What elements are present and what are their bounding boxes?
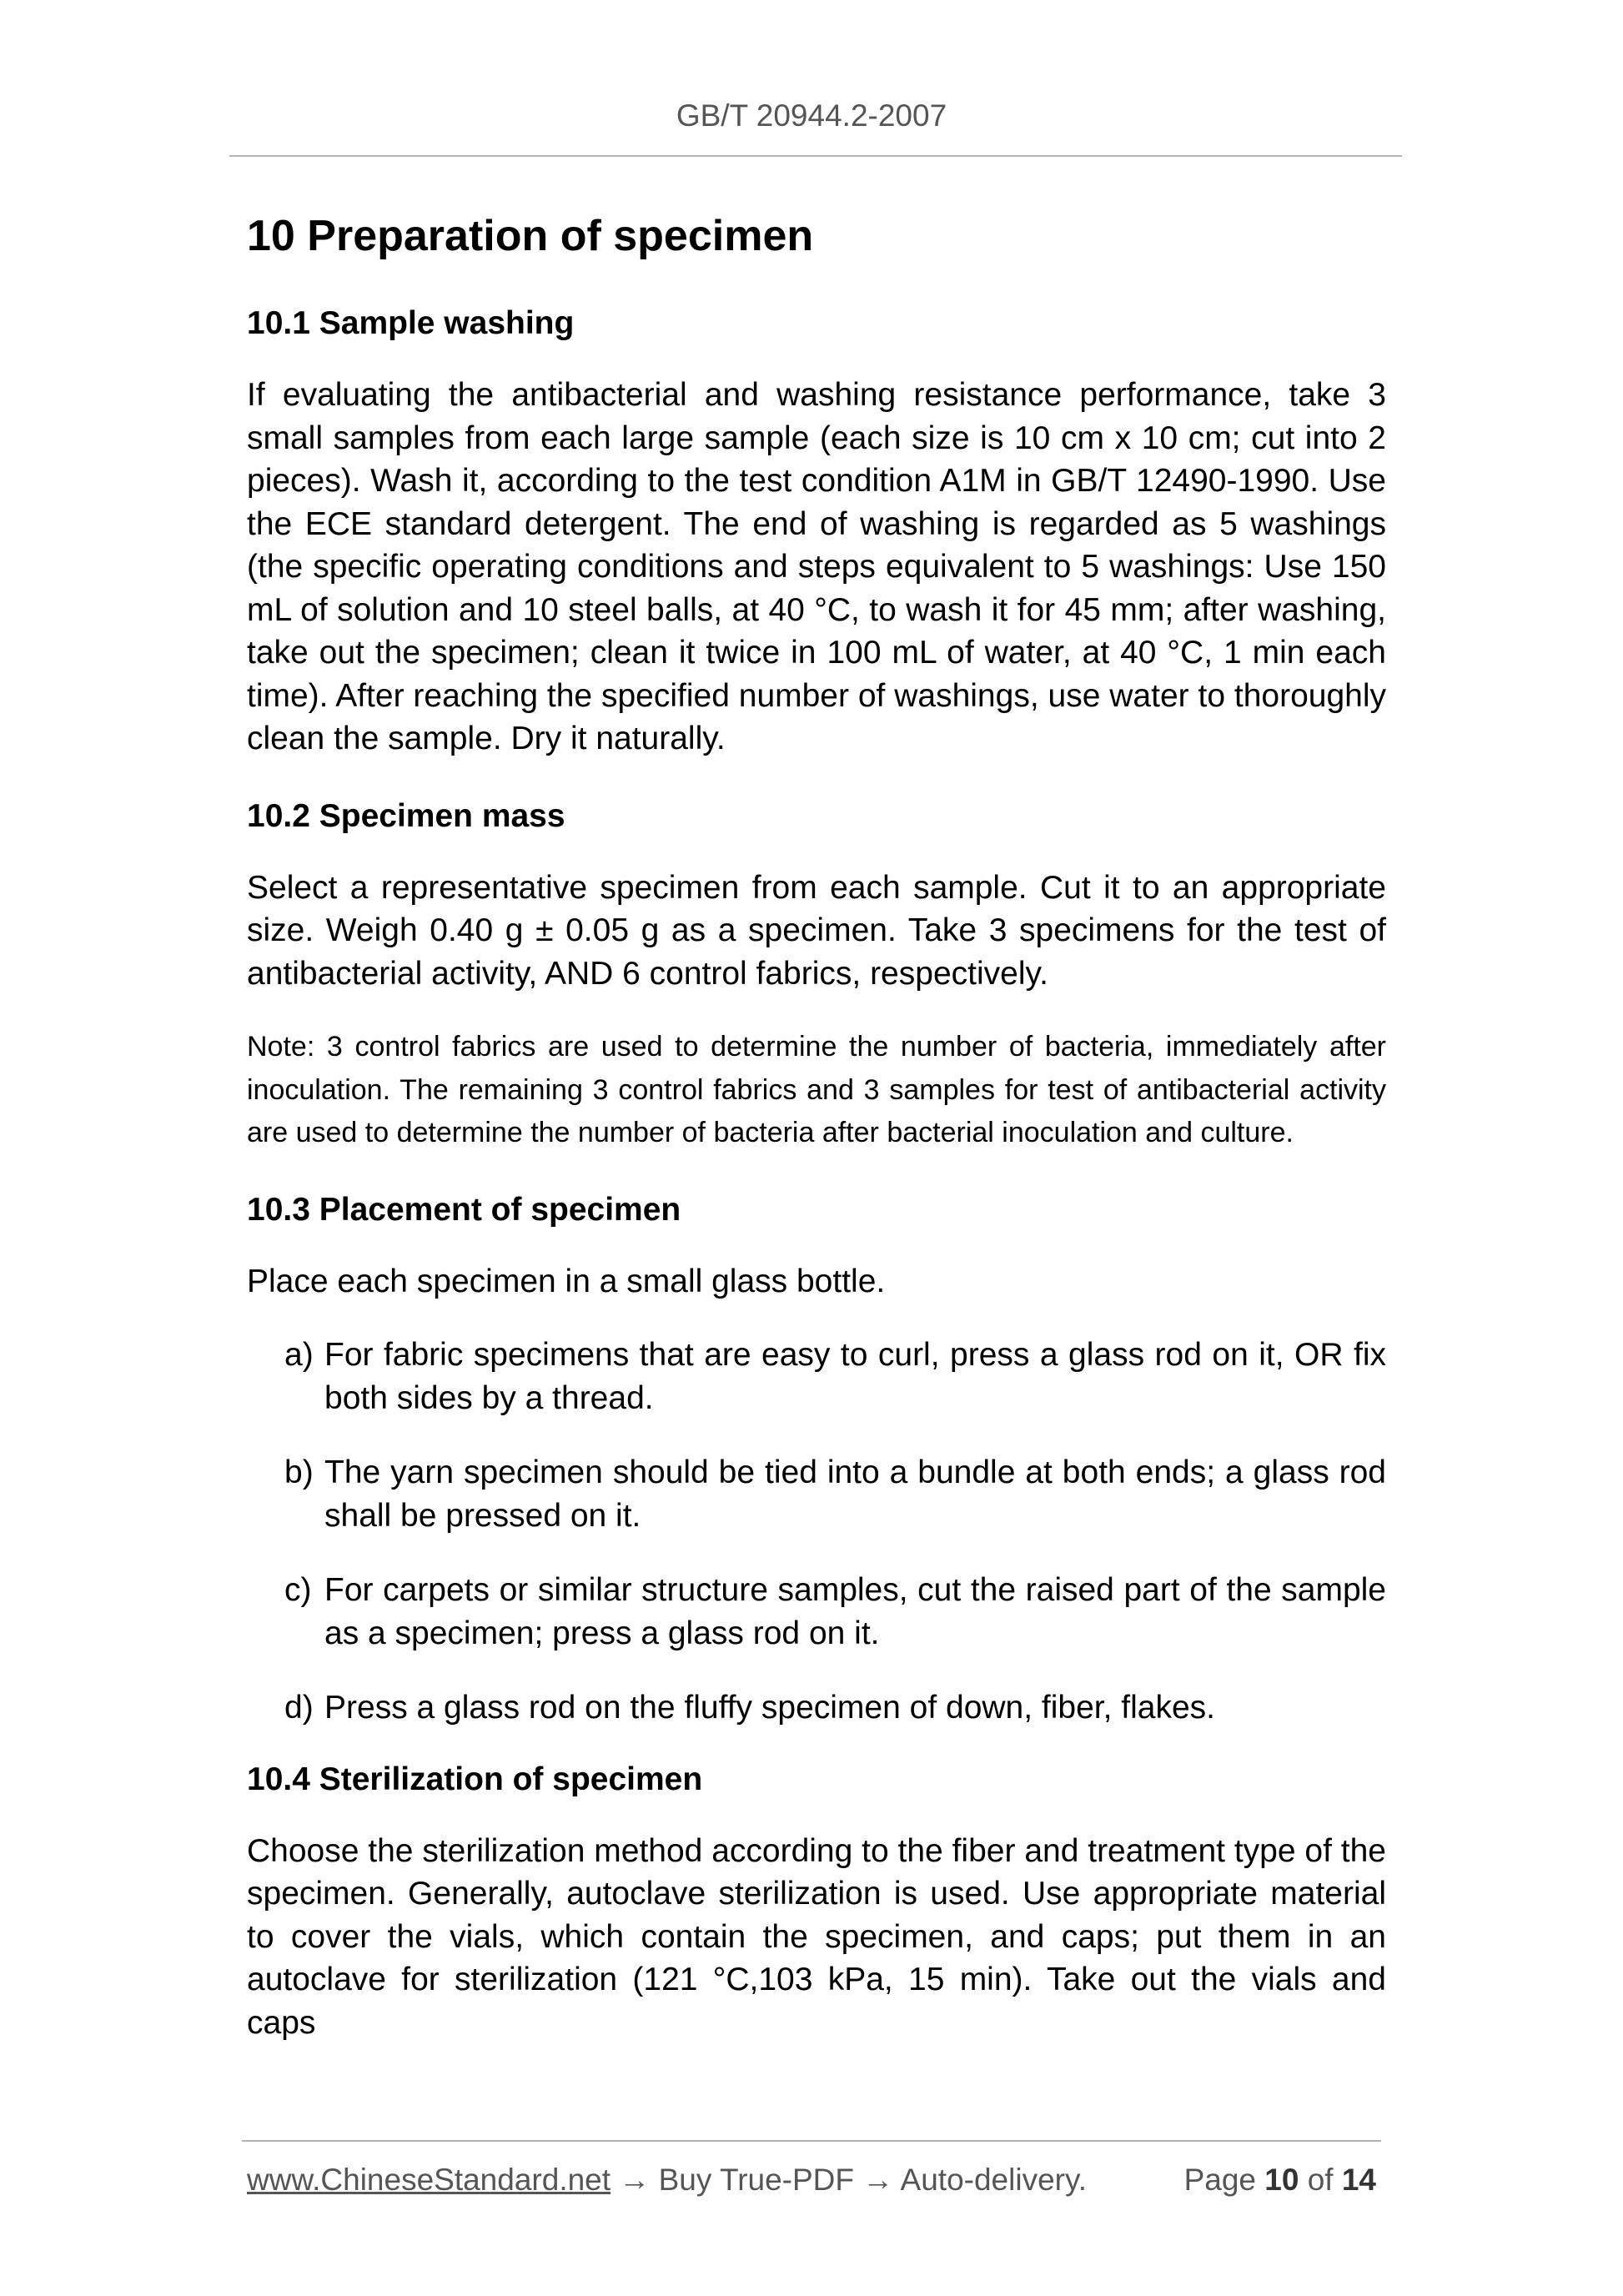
- list-marker: a): [284, 1337, 314, 1373]
- list-item-text: For carpets or similar structure samples, cut the raised part of the sample as a specimen; press a glass rod on it.: [324, 1572, 1386, 1651]
- footer-promo: [247, 2158, 1087, 2202]
- list-item-text: Press a glass rod on the fluffy specimen of down, fiber, flakes.: [324, 1690, 1216, 1726]
- paragraph-placement: Place each specimen in a small glass bottle.: [247, 1263, 886, 1299]
- list-marker: b): [284, 1454, 314, 1490]
- header-divider: [229, 155, 1402, 157]
- page-number: [1184, 2158, 1376, 2202]
- delivery-text: Auto-delivery.: [900, 2163, 1088, 2197]
- subsection-heading-10-4: 10.4 Sterilization of specimen: [247, 1761, 703, 1797]
- list-item-text: For fabric specimens that are easy to curl, press a glass rod on it, OR fix both sides by a thread.: [324, 1337, 1386, 1416]
- paragraph-sample-washing: If evaluating the antibacterial and washing resistance performance, take 3 small samples from each large sample (each size is 10 cm x 10 cm; cut into 2 pieces). Wash it, according to the test condition A1M in GB/T 12490-1990. Use the ECE standard detergent. The end of washing is regarded as 5 washings (the specific operating conditions and steps equivalent to 5 washings: Use 150 mL of solution and 10 steel balls, at 40 °C, to wash it for 45 mm; after washing, take out the specimen; clean it twice in 100 mL of water, at 40 °C, 1 min each time). After reaching the specified number of washings, use water to thoroughly clean the sample. Dry it naturally.: [247, 377, 1386, 756]
- page-of: of: [1307, 2163, 1334, 2197]
- subsection-heading-10-1: 10.1 Sample washing: [247, 305, 575, 341]
- section-title: 10 Preparation of specimen: [247, 212, 814, 260]
- arrow-right-icon: →: [619, 2163, 651, 2197]
- paragraph-sterilization: Choose the sterilization method according to the fiber and treatment type of the specimen. Generally, autoclave sterilization is used. Use appropriate material to cover the vials, which contain the specimen, and caps; put them in an autoclave for sterilization (121 °C,103 kPa, 15 min). Take out the vials and caps: [247, 1832, 1386, 2041]
- page-current: 10: [1264, 2163, 1299, 2197]
- running-header: GB/T 20944.2-2007: [676, 98, 947, 133]
- paragraph-specimen-mass: Select a representative specimen from each sample. Cut it to an appropriate size. Weigh 0.40 g ± 0.05 g as a specimen. Take 3 specimens for the test of antibacterial activity, AND 6 control fabrics, respectively.: [247, 869, 1386, 992]
- list-item: [284, 1451, 1386, 1537]
- list-item-text: The yarn specimen should be tied into a bundle at both ends; a glass rod shall be pressed on it.: [324, 1454, 1386, 1534]
- subsection-heading-10-3: 10.3 Placement of specimen: [247, 1191, 681, 1228]
- buy-pdf-text: Buy True-PDF: [658, 2163, 855, 2197]
- arrow-right-icon: →: [862, 2163, 894, 2197]
- page-total: 14: [1341, 2163, 1376, 2197]
- page-label: Page: [1183, 2163, 1256, 2197]
- list-item: [284, 1686, 1386, 1730]
- subsection-heading-10-2: 10.2 Specimen mass: [247, 797, 565, 834]
- list-marker: c): [284, 1572, 312, 1608]
- website-link[interactable]: www.ChineseStandard.net: [247, 2163, 611, 2197]
- list-item: [284, 1334, 1386, 1419]
- list-marker: d): [284, 1690, 314, 1726]
- list-item: [284, 1569, 1386, 1655]
- note-control-fabrics: Note: 3 control fabrics are used to determine the number of bacteria, immediately after inoculation. The remaining 3 control fabrics and 3 samples for test of antibacterial activity are used to determine the number of bacteria after bacterial inoculation and culture.: [247, 1031, 1386, 1148]
- page-content: [247, 203, 1386, 2075]
- footer-divider: [242, 2140, 1381, 2142]
